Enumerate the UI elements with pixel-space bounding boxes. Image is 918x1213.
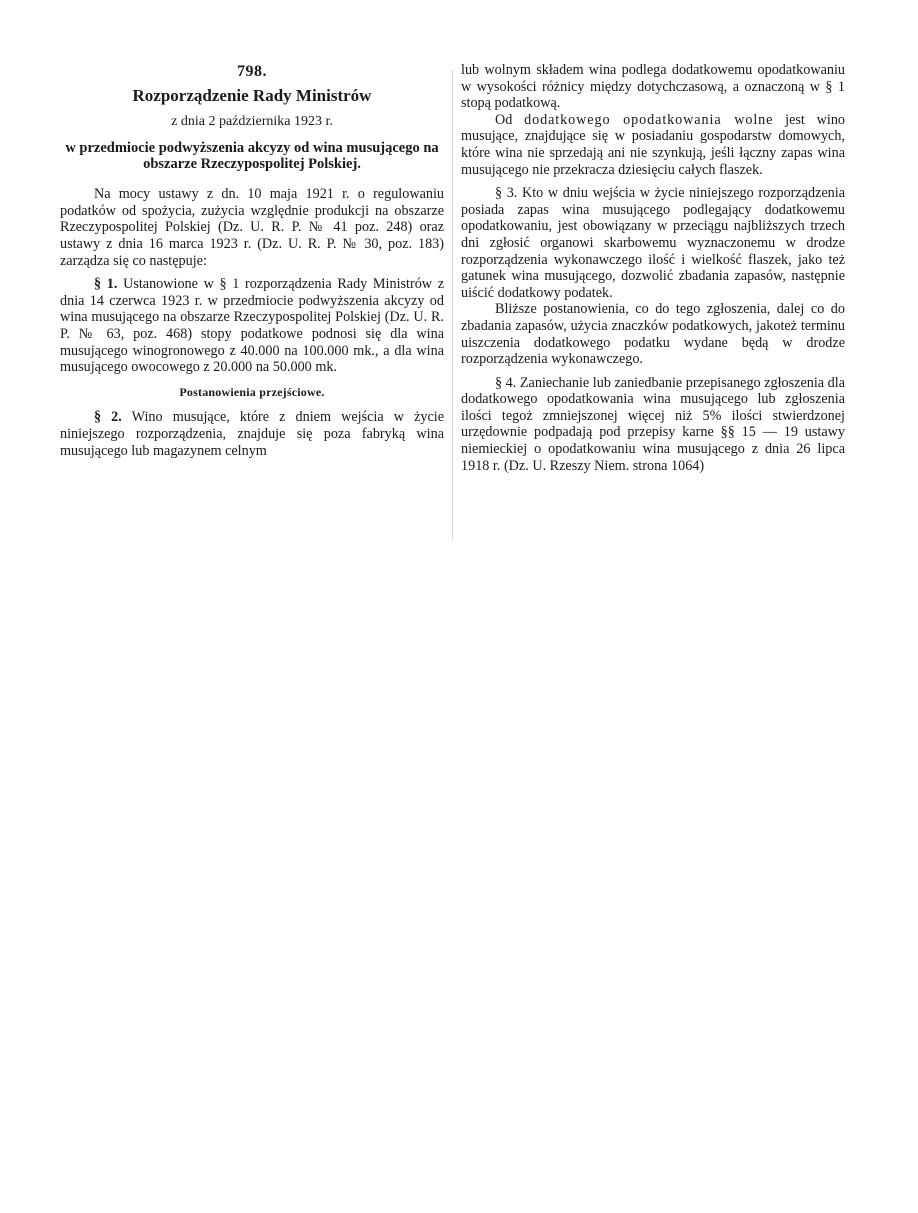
exemption-prefix: Od (495, 111, 513, 128)
section-3-details: Bliższe postanowienia, co do tego zgłoszenia, dalej co do zbadania zapasów, użycia znaczków podatkowych, jakoteż terminu uiszczenia dodatkowego podatku wydane będą w drodze rozporządzenia wykonawczego. (461, 301, 845, 368)
section-4-text: Zaniechanie lub zaniedbanie przepisanego zgłoszenia dla dodatkowego opodatkowania wina musującego lub zgłoszenia ilości tegoż zmniejszonej więcej niż 5% ilości stwierdzonej urzędownie podpadają pod przepisy karne §§ 15 — 19 ustawy niemieckiej o opodatkowaniu wina musującego z dnia 26 lipca 1918 r. (Dz. U. Rzeszy Niem. strona 1064) (461, 374, 846, 474)
right-column (461, 62, 845, 474)
section-3-text: Kto w dniu wejścia w życie niniejszego rozporządzenia posiada zapas wina musującego podlegający dodatkowemu opodatkowaniu, jest obowiązany w przeciągu najbliższych trzech dni zgłosić organowi skarbowemu wyznaczonemu w drodze rozporządzenia wykonawczego ilość i wielkość flaszek, jako też gatunek wina musującego, dozwolić zbadania zapasów, następnie uiścić dodatkowy podatek. (461, 185, 846, 301)
column-divider (452, 70, 453, 540)
act-number: 798. (237, 63, 267, 80)
section-2-text: Wino musujące, które z dniem wejścia w życie niniejszego rozporządzenia, znajduje się poza fabryką wina musującego lub magazynem celnym (60, 409, 445, 459)
section-3-label: § 3. (495, 185, 518, 202)
section-1-label: § 1. (94, 276, 118, 293)
act-title: Rozporządzenie Rady Ministrów (132, 85, 372, 105)
exemption-paragraph (461, 112, 845, 178)
section-2-continued: lub wolnym składem wina podlega dodatkowemu opodatkowaniu w wysokości różnicy między dotychczasową, a oznaczoną w § 1 stopą podatkową. (461, 62, 845, 112)
left-column (60, 62, 444, 459)
preamble-paragraph: Na mocy ustawy z dn. 10 maja 1921 r. o regulowaniu podatków od spożycia, zużycia względnie produkcji na obszarze Rzeczypospolitej Polskiej (Dz. U. R. P. № 41 poz. 248) oraz ustawy z dnia 16 marca 1923 r. (Dz. U. R. P. № 30, poz. 183) zarządza się co następuje: (60, 186, 444, 269)
section-3-paragraph (461, 185, 845, 301)
exemption-emphasis: dodatkowego opodatkowania wolne (524, 111, 774, 128)
section-1-paragraph (60, 276, 444, 376)
section-1-text: Ustanowione w § 1 rozporządzenia Rady Ministrów z dnia 14 czerwca 1923 r. w przedmiocie podwyższenia akcyzy od wina musującego na obszarze Rzeczypospolitej Polskiej (Dz. U. R. P. № 63, poz. 468) stopy podatkowe podnosi się dla wina musującego winogronowego z 40.000 na 100.000 mk., a dla wina musującego owocowego z 20.000 na 50.000 mk. (60, 276, 445, 376)
section-4-label: § 4. (495, 374, 517, 391)
section-4-paragraph (461, 375, 845, 475)
section-2-paragraph (60, 409, 444, 459)
act-subject: w przedmiocie podwyższenia akcyzy od wina musującego na obszarze Rzeczypospolitej Polskiej. (65, 140, 439, 173)
act-date: z dnia 2 października 1923 r. (171, 113, 333, 129)
exemption-rest: jest wino musujące, znajdujące się w posiadaniu gospodarstw domowych, które wina nie sprzedają ani nie szynkują, jeśli łączny zapas wina musującego nie przekracza dziesięciu całych flaszek. (461, 111, 846, 178)
transitional-provisions-heading: Postanowienia przejściowe. (179, 384, 325, 399)
section-2-label: § 2. (94, 409, 122, 426)
